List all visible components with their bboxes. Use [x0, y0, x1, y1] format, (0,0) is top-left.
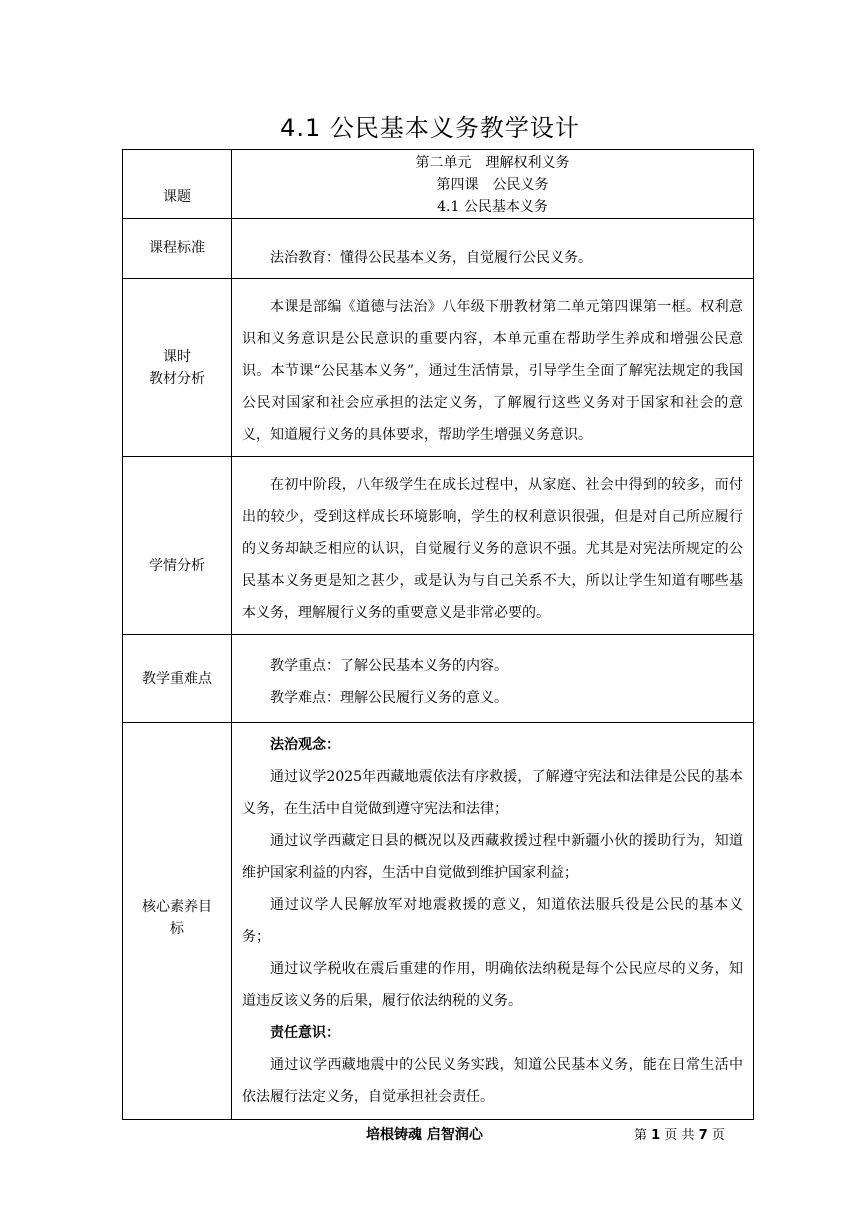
page-number [634, 1124, 725, 1143]
law-item: 通过议学2025年西藏地震依法有序救援，了解遵守宪法和法律是公民的基本义务，在生活中自觉做到遵守宪法和法律； [242, 769, 743, 817]
page-suffix: 页 [711, 1128, 725, 1143]
table-row-students [123, 457, 754, 635]
page-total: 7 [698, 1128, 708, 1143]
material-content [232, 279, 754, 457]
material-text: 本课是部编《道德与法治》八年级下册教材第二单元第四课第一框。权利意识和义务意识是公民意识的重要内容，本单元重在帮助学生养成和增强公民意识。本节课“公民基本义务”，通过生活情景，引导学生全面了解宪法规定的我国公民对国家和社会应承担的法定义务，了解履行这些义务对于国家和社会的意义，知道履行义务的具体要求，帮助学生增强义务意识。 [242, 298, 743, 443]
document-title: 4.1 公民基本义务教学设计 [280, 114, 580, 142]
standard-label-text: 课程标准 [149, 240, 205, 256]
law-item: 通过议学税收在震后重建的作用，明确依法纳税是每个公民应尽的义务，知道违反该义务的后果，履行依法纳税的义务。 [242, 961, 743, 1009]
law-item: 通过议学西藏定日县的概况以及西藏救援过程中新疆小伙的援助行为，知道维护国家利益的内容，生活中自觉做到维护国家利益； [242, 833, 743, 881]
lesson-plan-table [122, 149, 754, 1120]
students-label [123, 457, 232, 635]
topic-lesson: 第四课 公民义务 [436, 177, 549, 193]
standard-content [232, 219, 754, 279]
keypoints-focus: 教学重点：了解公民基本义务的内容。 [270, 657, 508, 674]
students-label-text: 学情分析 [149, 557, 205, 574]
page-middle: 页 共 [664, 1128, 695, 1143]
keypoints-content [232, 635, 754, 723]
standard-text: 法治教育：懂得公民基本义务，自觉履行公民义务。 [270, 250, 592, 266]
footer-motto: 培根铸魂 启智润心 [366, 1127, 483, 1143]
goals-label-line1: 核心素养目 [142, 899, 212, 915]
page-current: 1 [651, 1128, 661, 1143]
table-row-keypoints [123, 635, 754, 723]
goals-label [123, 723, 232, 1120]
topic-content [232, 150, 754, 219]
law-heading: 法治观念： [270, 737, 340, 753]
goals-content [232, 723, 754, 1120]
standard-label [123, 219, 232, 279]
students-content [232, 457, 754, 635]
table-row-material [123, 279, 754, 457]
law-item: 通过议学人民解放军对地震救援的意义，知道依法服兵役是公民的基本义务； [242, 897, 743, 945]
table-row-standard [123, 219, 754, 279]
table-row-topic [123, 150, 754, 219]
keypoints-difficulty: 教学难点：理解公民履行义务的意义。 [270, 689, 508, 706]
topic-unit: 第二单元 理解权利义务 [415, 155, 570, 171]
duty-item: 通过议学西藏地震中的公民义务实践，知道公民基本义务，能在日常生活中依法履行法定义务，自觉承担社会责任。 [242, 1057, 743, 1105]
page-prefix: 第 [634, 1128, 648, 1143]
topic-section: 4.1 公民基本义务 [437, 199, 548, 215]
goals-label-line2: 标 [170, 921, 184, 937]
material-label-line1: 课时 [163, 348, 191, 365]
duty-heading: 责任意识： [270, 1025, 340, 1041]
topic-label-text: 课题 [163, 189, 191, 205]
topic-label [123, 150, 232, 219]
keypoints-label [123, 635, 232, 723]
material-label-line2: 教材分析 [149, 370, 205, 387]
table-row-goals [123, 723, 754, 1120]
keypoints-label-text: 教学重难点 [142, 670, 212, 687]
material-label [123, 279, 232, 457]
students-text: 在初中阶段，八年级学生在成长过程中，从家庭、社会中得到的较多，而付出的较少，受到这样成长环境影响，学生的权利意识很强，但是对自己所应履行的义务却缺乏相应的认识，自觉履行义务的意识不强。尤其是对宪法所规定的公民基本义务更是知之甚少，或是认为与自己关系不大，所以让学生知道有哪些基本义务，理解履行义务的重要意义是非常必要的。 [242, 476, 743, 621]
